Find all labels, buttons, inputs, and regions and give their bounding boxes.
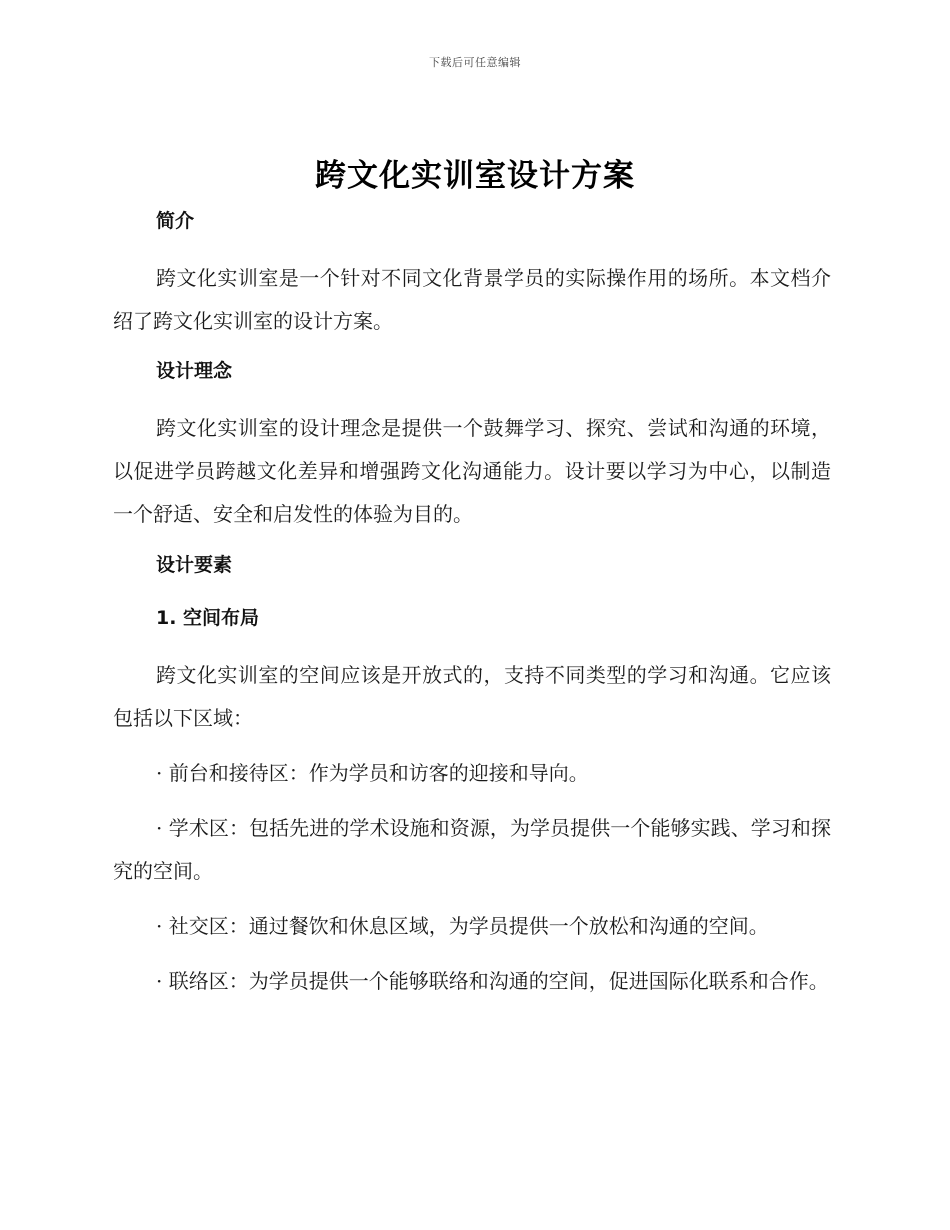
list-item-academic-area: · 学术区：包括先进的学术设施和资源，为学员提供一个能够实践、学习和探究的空间。 [113,816,831,883]
header-note: 下载后可任意编辑 [429,56,521,69]
paragraph-intro: 跨文化实训室是一个针对不同文化背景学员的实际操作用的场所。本文档介绍了跨文化实训室的设计方案。 [113,266,831,333]
section-heading-concept: 设计理念 [156,360,233,382]
section-heading-elements: 设计要素 [156,554,233,576]
document-body [113,204,831,1003]
document-title: 跨文化实训室设计方案 [315,158,635,194]
paragraph-space-layout: 跨文化实训室的空间应该是开放式的，支持不同类型的学习和沟通。它应该包括以下区域： [113,663,831,730]
list-item-liaison-area: · 联络区：为学员提供一个能够联络和沟通的空间，促进国际化联系和合作。 [156,969,829,993]
list-item-social-area: · 社交区：通过餐饮和休息区域，为学员提供一个放松和沟通的空间。 [156,914,769,938]
list-item-reception-area: · 前台和接待区：作为学员和访客的迎接和导向。 [156,761,589,785]
paragraph-concept: 跨文化实训室的设计理念是提供一个鼓舞学习、探究、尝试和沟通的环境，以促进学员跨越文化差异和增强跨文化沟通能力。设计要以学习为中心，以制造一个舒适、安全和启发性的体验为目的。 [113,416,831,526]
section-heading-intro: 简介 [156,210,195,232]
subsection-heading-space-layout: 1. 空间布局 [156,607,260,629]
